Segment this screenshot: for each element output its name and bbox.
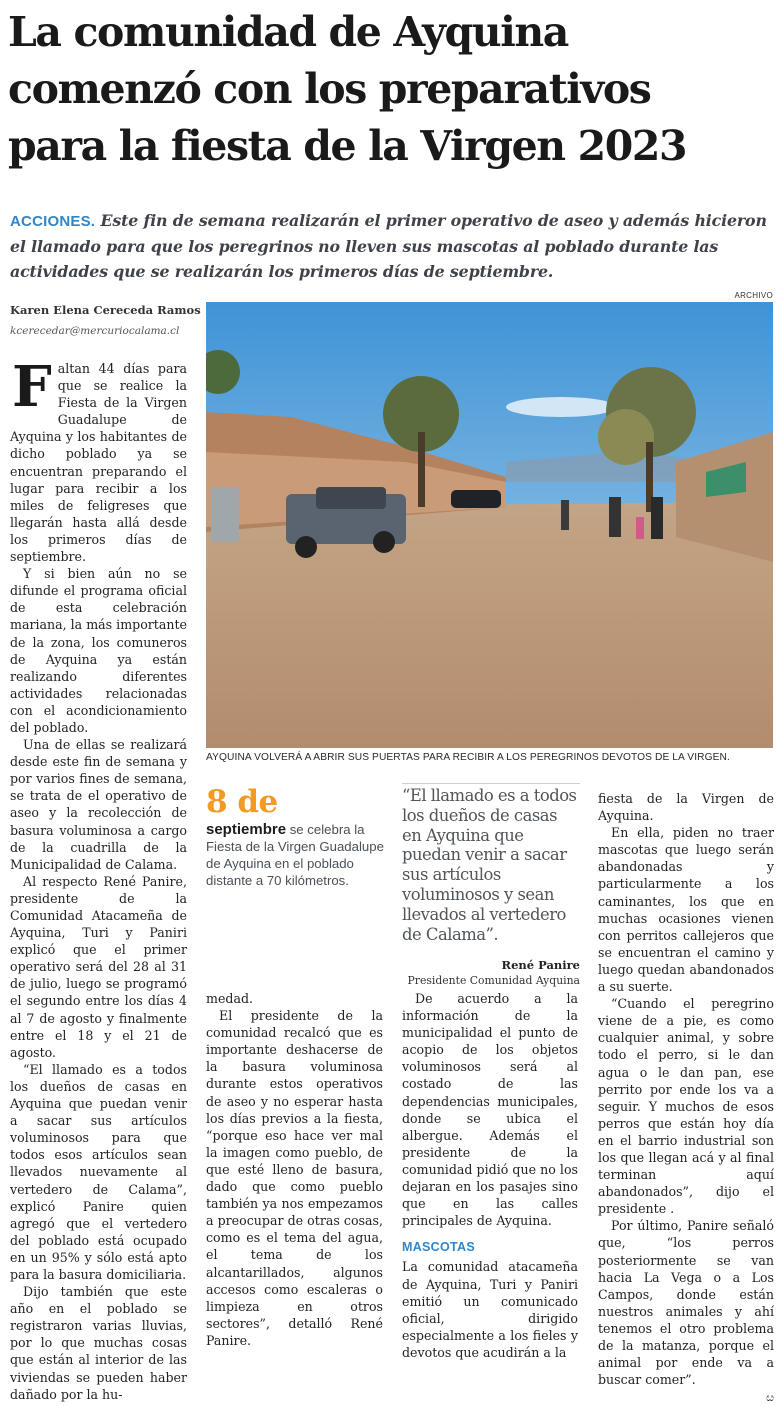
- paragraph: medad.: [206, 991, 254, 1006]
- body-column-4: [598, 790, 774, 1406]
- body-column-2: [206, 990, 383, 1349]
- headline-line-2: comenzó con los preparativos: [8, 65, 651, 113]
- paragraph: Y si bien aún no se difunde el programa oficial de esta celebración mariana, la más importante de la zona, los comuneros de Ayquina ya están realizando diferentes actividades relacionadas con el acondicionamiento del poblado.: [10, 566, 187, 735]
- paragraph: “Cuando el peregrino viene de a pie, es como cualquier animal, y sobre todo el perro, si le dan agua o le dan pan, ese perrito por ende los va a seguir. Y muchos de esos perros que están hoy día en el barrio industrial son los que llegan acá y al final terminan aquí abandonados”, dijo el presidente .: [598, 996, 774, 1217]
- byline-email[interactable]: kcerecedar@mercuriocalama.cl: [10, 325, 180, 337]
- pull-quote-role: Presidente Comunidad Ayquina: [407, 974, 580, 988]
- paragraph: De acuerdo a la información de la municipalidad el punto de acopio de los objetos voluminosos será al costado de las dependencias municipales, donde se ubica el albergue. Además el presidente de la comunidad pidió que no los dejaran en los pasajes sino que en las calles principales de Ayquina.: [402, 991, 578, 1229]
- paragraph: Dijo también que este año en el poblado se registraron varias lluvias, por lo que muchas cosas que están al interior de las viviendas se pueden haber dañado por la hu-: [10, 1284, 187, 1402]
- stat-number: 8 de: [206, 784, 278, 820]
- paragraph: Por último, Panire señaló que, “los perros posteriormente se van hacia La Vega o a Los Campos, donde están nuestros animales y ahí tenemos el otro problema de la matanza, porque el animal por ende va a buscar comer”.: [598, 1218, 774, 1388]
- stat-box: [206, 785, 386, 889]
- pull-quote: [402, 783, 580, 987]
- photo-credit: ARCHIVO: [734, 291, 773, 300]
- deck-text: Este fin de semana realizarán el primer operativo de aseo y además hicieron el llamado para que los peregrinos no lleven sus mascotas al poblado durante las actividades que se realizarán los primeros días de septiembre.: [10, 211, 767, 281]
- news-photo: [206, 302, 773, 748]
- paragraph: Al respecto René Panire, presidente de la Comunidad Atacameña de Ayquina, Turi y Paniri explicó que el primer operativo será del 28 al 31 de julio, luego se programó el segundo entre los días 4 al 7 de agosto y finalmente entre el 18 y el 21 de agosto.: [10, 873, 187, 1060]
- paragraph: altan 44 días para que se realice la Fiesta de la Virgen Guadalupe de Ayquina y los habitantes de dicho poblado ya se encuentran preparando el lugar para recibir a los miles de feligreses que llegarán hasta allá desde los primeros días de septiembre.: [10, 361, 187, 565]
- end-mark-row: [598, 1388, 774, 1406]
- street-scene-illustration: [206, 302, 773, 748]
- stat-bold: septiembre: [206, 821, 287, 838]
- body-column-1: [10, 354, 187, 1403]
- stat-text: [206, 821, 386, 889]
- paragraph: El presidente de la comunidad recalcó que es importante deshacerse de la basura voluminosa durante estos operativos de aseo y no esperar hasta los días previos a la fiesta, “porque eso hace ver mal la imagen como pueblo, de que esté lleno de basura, dado que como pueblo también ya nos empezamos a preocupar de otras cosas, como es el tema del agua, el tema de los alcantarillados, algunos accesos como escaleras o limpieza en otros sectores”, detalló René Panire.: [206, 1008, 383, 1348]
- body-column-3: [402, 990, 578, 1361]
- headline-line-1: La comunidad de Ayquina: [8, 8, 568, 56]
- paragraph: En ella, piden no traer mascotas que luego serán abandonadas y particularmente a los caminantes, los que en muchas ocasiones vienen con perritos callejeros que se encuentran el camino y luego quedan abandonados a su suerte.: [598, 825, 774, 995]
- paragraph: fiesta de la Virgen de Ayquina.: [598, 791, 774, 824]
- paragraph: La comunidad atacameña de Ayquina, Turi y Paniri emitió un comunicado oficial, dirigido especialmente a los fieles y devotos que acudirán a la: [402, 1259, 578, 1360]
- headline: [8, 4, 773, 175]
- headline-line-3: para la fiesta de la Virgen 2023: [8, 122, 687, 170]
- stat-description: se celebra la Fiesta de la Virgen Guadalupe de Ayquina en el poblado distante a 70 kilómetros.: [206, 822, 384, 888]
- deck: [10, 208, 772, 284]
- end-mark-icon: ೞ: [766, 1390, 774, 1405]
- pull-quote-name: René Panire: [501, 958, 580, 973]
- byline-author: Karen Elena Cereceda Ramos: [10, 303, 201, 317]
- deck-kicker: ACCIONES.: [10, 213, 96, 230]
- pull-quote-text: “El llamado es a todos los dueños de casas en Ayquina que puedan venir a sacar sus artículos voluminosos y sean llevados al vertedero de Calama”.: [402, 786, 577, 944]
- paragraph: Una de ellas se realizará desde este fin de semana y por varios fines de semana, se trata de el operativo de aseo y la recolección de basura voluminosa a cargo de la cuadrilla de la Municipalidad de Calama.: [10, 737, 187, 872]
- section-subhead: MASCOTAS: [402, 1240, 475, 1255]
- paragraph: “El llamado es a todos los dueños de casas en Ayquina que puedan venir a sacar sus artículos voluminosos para que todos esos artículos sean llevados nuevamente al vertedero de Calama”, explicó Panire quien agregó que el vertedero del poblado está ocupado en un 95% y sólo está apto para la basura domiciliaria.: [10, 1061, 187, 1282]
- photo-caption: AYQUINA VOLVERÁ A ABRIR SUS PUERTAS PARA RECIBIR A LOS PEREGRINOS DEVOTOS DE LA VIRGEN.: [206, 752, 730, 763]
- drop-cap: F: [12, 354, 52, 420]
